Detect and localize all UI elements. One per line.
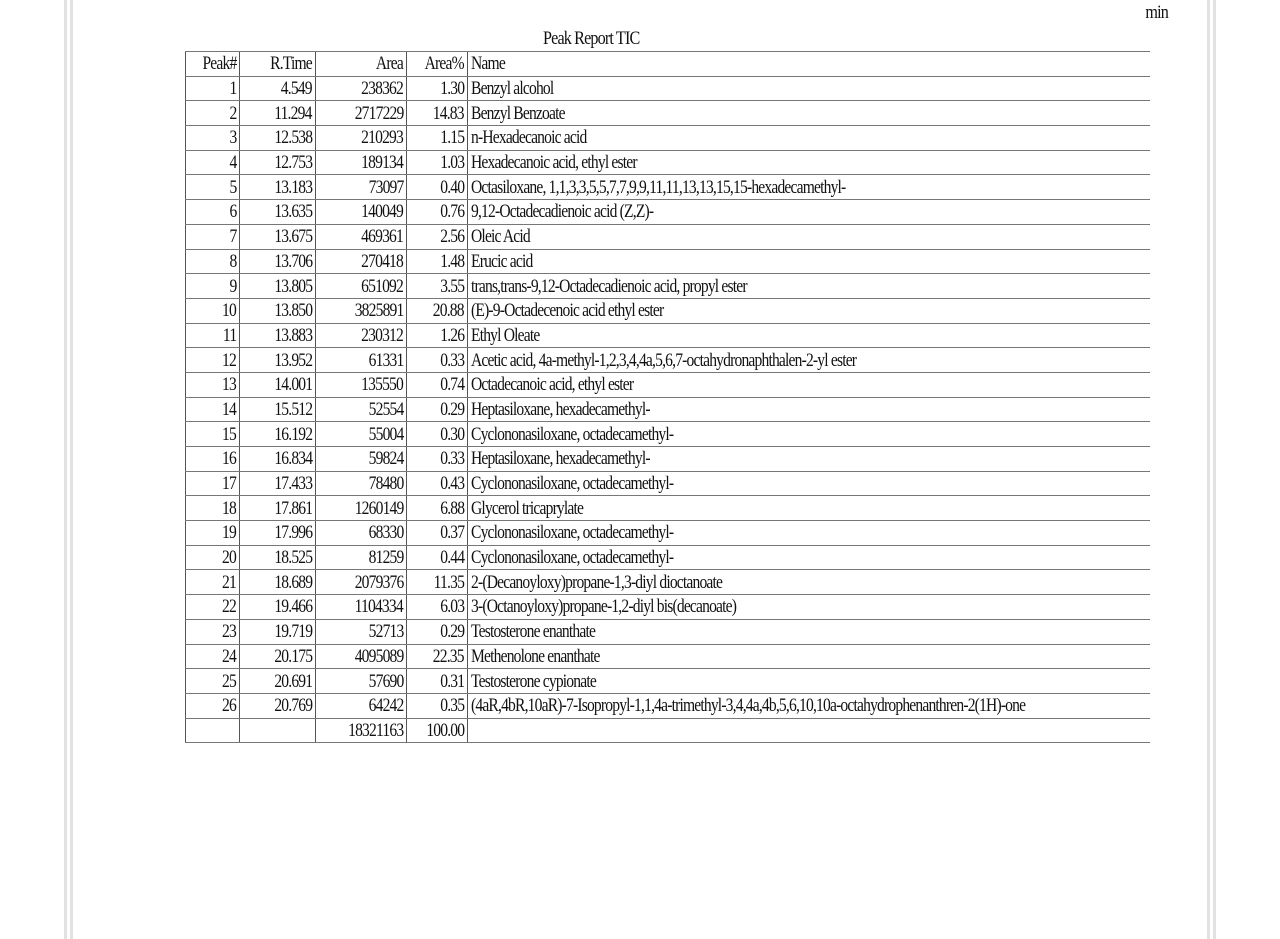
compound-name-cell: Benzyl Benzoate	[468, 101, 1150, 126]
area-cell: 64242	[316, 693, 407, 718]
area-percent-cell: 11.35	[407, 570, 468, 595]
total-name-cell	[468, 718, 1150, 743]
compound-name-cell: trans,trans-9,12-Octadecadienoic acid, propyl ester	[468, 274, 1150, 299]
table-row	[186, 422, 1150, 447]
column-header-name: Name	[468, 52, 1150, 77]
area-cell: 57690	[316, 669, 407, 694]
area-percent-cell: 1.03	[407, 150, 468, 175]
retention-time-cell: 19.466	[240, 595, 316, 620]
retention-time-cell: 20.175	[240, 644, 316, 669]
area-percent-cell: 1.30	[407, 76, 468, 101]
compound-name-cell: Testosterone enanthate	[468, 619, 1150, 644]
area-cell: 52554	[316, 397, 407, 422]
retention-time-cell: 18.525	[240, 545, 316, 570]
table-row	[186, 471, 1150, 496]
area-cell: 270418	[316, 249, 407, 274]
table-row	[186, 200, 1150, 225]
area-cell: 3825891	[316, 298, 407, 323]
peak-number-cell: 23	[186, 619, 240, 644]
peak-number-cell: 3	[186, 126, 240, 151]
axis-unit-label: min	[1145, 2, 1168, 23]
retention-time-cell: 19.719	[240, 619, 316, 644]
compound-name-cell: 2-(Decanoyloxy)propane-1,3-diyl dioctanoate	[468, 570, 1150, 595]
retention-time-cell: 13.675	[240, 224, 316, 249]
report-page	[73, 0, 1207, 939]
area-cell: 230312	[316, 323, 407, 348]
column-header-area: Area	[316, 52, 407, 77]
compound-name-cell: Octasiloxane, 1,1,3,3,5,5,7,7,9,9,11,11,13,13,15,15-hexadecamethyl-	[468, 175, 1150, 200]
peak-number-cell: 11	[186, 323, 240, 348]
report-title: Peak Report TIC	[543, 28, 640, 49]
area-percent-cell: 6.88	[407, 496, 468, 521]
table-row	[186, 669, 1150, 694]
area-percent-cell: 0.29	[407, 619, 468, 644]
peak-number-cell: 8	[186, 249, 240, 274]
area-percent-cell: 0.33	[407, 348, 468, 373]
area-percent-cell: 2.56	[407, 224, 468, 249]
retention-time-cell: 13.850	[240, 298, 316, 323]
compound-name-cell: Cyclononasiloxane, octadecamethyl-	[468, 545, 1150, 570]
area-percent-cell: 22.35	[407, 644, 468, 669]
area-cell: 68330	[316, 521, 407, 546]
peak-number-cell: 24	[186, 644, 240, 669]
area-cell: 61331	[316, 348, 407, 373]
retention-time-cell: 4.549	[240, 76, 316, 101]
area-percent-cell: 20.88	[407, 298, 468, 323]
retention-time-cell: 16.834	[240, 447, 316, 472]
compound-name-cell: Heptasiloxane, hexadecamethyl-	[468, 447, 1150, 472]
retention-time-cell: 13.706	[240, 249, 316, 274]
compound-name-cell: Cyclononasiloxane, octadecamethyl-	[468, 471, 1150, 496]
compound-name-cell: Cyclononasiloxane, octadecamethyl-	[468, 422, 1150, 447]
compound-name-cell: Testosterone cypionate	[468, 669, 1150, 694]
table-row	[186, 175, 1150, 200]
area-percent-cell: 0.37	[407, 521, 468, 546]
peak-number-cell: 14	[186, 397, 240, 422]
area-percent-cell: 0.43	[407, 471, 468, 496]
peak-number-cell: 1	[186, 76, 240, 101]
area-percent-cell: 1.48	[407, 249, 468, 274]
area-cell: 1260149	[316, 496, 407, 521]
peak-number-cell: 6	[186, 200, 240, 225]
compound-name-cell: Hexadecanoic acid, ethyl ester	[468, 150, 1150, 175]
peak-number-cell: 17	[186, 471, 240, 496]
peak-number-cell: 10	[186, 298, 240, 323]
peak-number-cell: 22	[186, 595, 240, 620]
retention-time-cell: 16.192	[240, 422, 316, 447]
retention-time-cell: 13.952	[240, 348, 316, 373]
area-cell: 238362	[316, 76, 407, 101]
page-border-right-inner	[1207, 0, 1210, 939]
area-cell: 2717229	[316, 101, 407, 126]
compound-name-cell: Cyclononasiloxane, octadecamethyl-	[468, 521, 1150, 546]
compound-name-cell: Heptasiloxane, hexadecamethyl-	[468, 397, 1150, 422]
table-row	[186, 496, 1150, 521]
total-row	[186, 718, 1150, 743]
compound-name-cell: Glycerol tricaprylate	[468, 496, 1150, 521]
column-header-area-pct: Area%	[407, 52, 468, 77]
area-percent-cell: 0.31	[407, 669, 468, 694]
total-peak-cell	[186, 718, 240, 743]
table-row	[186, 521, 1150, 546]
table-row	[186, 447, 1150, 472]
area-percent-cell: 0.76	[407, 200, 468, 225]
table-row	[186, 274, 1150, 299]
peak-number-cell: 5	[186, 175, 240, 200]
peak-number-cell: 20	[186, 545, 240, 570]
peak-number-cell: 7	[186, 224, 240, 249]
peak-number-cell: 21	[186, 570, 240, 595]
compound-name-cell: Oleic Acid	[468, 224, 1150, 249]
peak-number-cell: 19	[186, 521, 240, 546]
area-cell: 52713	[316, 619, 407, 644]
retention-time-cell: 20.691	[240, 669, 316, 694]
retention-time-cell: 13.183	[240, 175, 316, 200]
peak-number-cell: 13	[186, 372, 240, 397]
table-row	[186, 348, 1150, 373]
area-cell: 4095089	[316, 644, 407, 669]
page-border-left-outer	[64, 0, 67, 939]
compound-name-cell: n-Hexadecanoic acid	[468, 126, 1150, 151]
area-percent-cell: 6.03	[407, 595, 468, 620]
area-percent-cell: 0.40	[407, 175, 468, 200]
retention-time-cell: 15.512	[240, 397, 316, 422]
area-percent-cell: 1.26	[407, 323, 468, 348]
peak-number-cell: 9	[186, 274, 240, 299]
compound-name-cell: Acetic acid, 4a-methyl-1,2,3,4,4a,5,6,7-octahydronaphthalen-2-yl ester	[468, 348, 1150, 373]
peak-number-cell: 16	[186, 447, 240, 472]
area-cell: 59824	[316, 447, 407, 472]
compound-name-cell: Methenolone enanthate	[468, 644, 1150, 669]
retention-time-cell: 17.861	[240, 496, 316, 521]
compound-name-cell: Erucic acid	[468, 249, 1150, 274]
area-cell: 78480	[316, 471, 407, 496]
table-row	[186, 298, 1150, 323]
table-row	[186, 76, 1150, 101]
retention-time-cell: 17.996	[240, 521, 316, 546]
area-cell: 1104334	[316, 595, 407, 620]
area-cell: 469361	[316, 224, 407, 249]
retention-time-cell: 13.635	[240, 200, 316, 225]
area-cell: 73097	[316, 175, 407, 200]
compound-name-cell: 3-(Octanoyloxy)propane-1,2-diyl bis(decanoate)	[468, 595, 1150, 620]
table-row	[186, 150, 1150, 175]
table-row	[186, 545, 1150, 570]
area-cell: 135550	[316, 372, 407, 397]
area-percent-cell: 1.15	[407, 126, 468, 151]
area-cell: 55004	[316, 422, 407, 447]
compound-name-cell: (E)-9-Octadecenoic acid ethyl ester	[468, 298, 1150, 323]
peak-number-cell: 2	[186, 101, 240, 126]
compound-name-cell: 9,12-Octadecadienoic acid (Z,Z)-	[468, 200, 1150, 225]
table-row	[186, 323, 1150, 348]
area-cell: 651092	[316, 274, 407, 299]
table-row	[186, 101, 1150, 126]
area-percent-cell: 0.44	[407, 545, 468, 570]
area-cell: 210293	[316, 126, 407, 151]
column-header-rtime: R.Time	[240, 52, 316, 77]
retention-time-cell: 14.001	[240, 372, 316, 397]
compound-name-cell: (4aR,4bR,10aR)-7-Isopropyl-1,1,4a-trimethyl-3,4,4a,4b,5,6,10,10a-octahydrophenanthren-2(1H)-one	[468, 693, 1150, 718]
area-percent-cell: 0.35	[407, 693, 468, 718]
total-area-cell: 18321163	[316, 718, 407, 743]
retention-time-cell: 18.689	[240, 570, 316, 595]
retention-time-cell: 20.769	[240, 693, 316, 718]
retention-time-cell: 13.805	[240, 274, 316, 299]
retention-time-cell: 13.883	[240, 323, 316, 348]
table-row	[186, 644, 1150, 669]
area-percent-cell: 0.74	[407, 372, 468, 397]
retention-time-cell: 11.294	[240, 101, 316, 126]
peak-number-cell: 25	[186, 669, 240, 694]
retention-time-cell: 12.753	[240, 150, 316, 175]
table-row	[186, 249, 1150, 274]
page-border-right-outer	[1213, 0, 1216, 939]
table-row	[186, 619, 1150, 644]
peak-number-cell: 18	[186, 496, 240, 521]
area-percent-cell: 0.30	[407, 422, 468, 447]
area-percent-cell: 14.83	[407, 101, 468, 126]
compound-name-cell: Benzyl alcohol	[468, 76, 1150, 101]
column-header-peak: Peak#	[186, 52, 240, 77]
table-row	[186, 693, 1150, 718]
area-percent-cell: 0.33	[407, 447, 468, 472]
peak-number-cell: 4	[186, 150, 240, 175]
table-row	[186, 372, 1150, 397]
compound-name-cell: Octadecanoic acid, ethyl ester	[468, 372, 1150, 397]
area-cell: 81259	[316, 545, 407, 570]
table-row	[186, 224, 1150, 249]
area-percent-cell: 3.55	[407, 274, 468, 299]
peak-number-cell: 15	[186, 422, 240, 447]
total-area-percent-cell: 100.00	[407, 718, 468, 743]
table-header-row	[186, 52, 1150, 77]
peak-report-table	[185, 51, 1150, 743]
area-cell: 140049	[316, 200, 407, 225]
area-cell: 2079376	[316, 570, 407, 595]
compound-name-cell: Ethyl Oleate	[468, 323, 1150, 348]
peak-number-cell: 12	[186, 348, 240, 373]
retention-time-cell: 12.538	[240, 126, 316, 151]
total-rtime-cell	[240, 718, 316, 743]
table-row	[186, 126, 1150, 151]
table-row	[186, 397, 1150, 422]
area-percent-cell: 0.29	[407, 397, 468, 422]
peak-number-cell: 26	[186, 693, 240, 718]
table-row	[186, 595, 1150, 620]
area-cell: 189134	[316, 150, 407, 175]
table-row	[186, 570, 1150, 595]
retention-time-cell: 17.433	[240, 471, 316, 496]
